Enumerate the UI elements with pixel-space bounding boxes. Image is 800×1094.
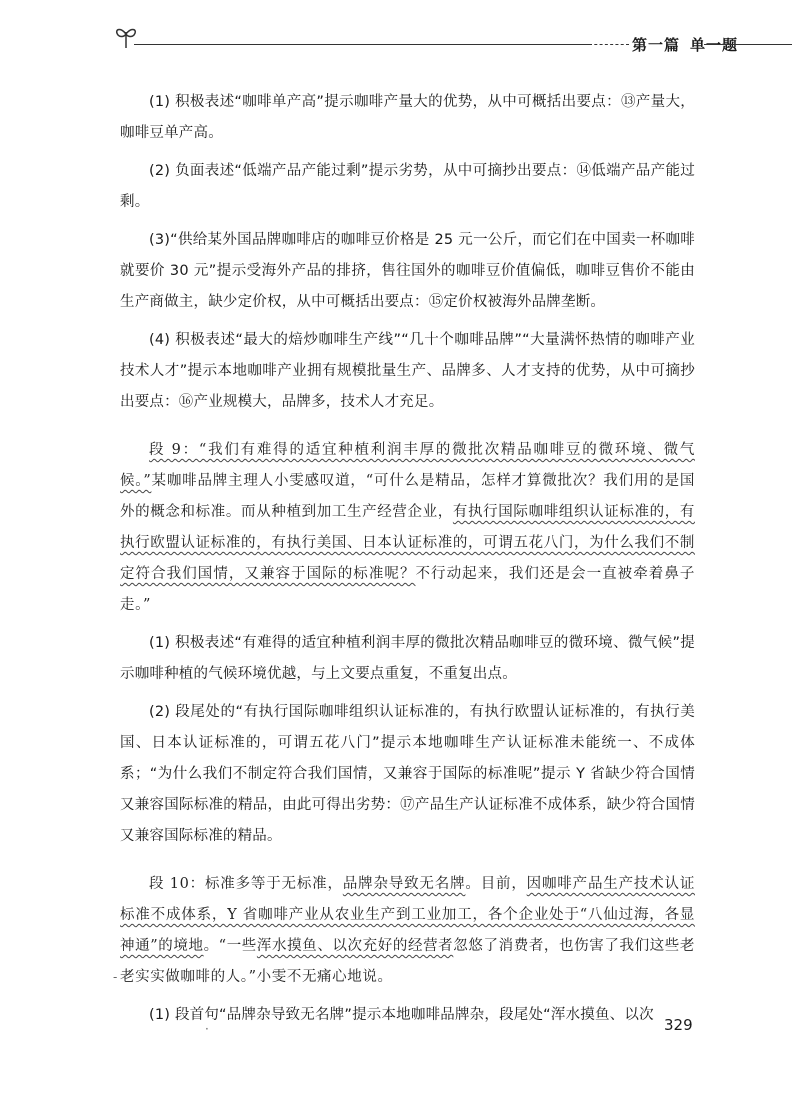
plain-text: 段 10：标准多等于无标准， [149, 876, 343, 892]
header-part: 第一篇 [632, 36, 681, 54]
answer-paragraph-13: (1) 积极表述“咖啡单产高”提示咖啡产量大的优势，从中可概括出要点：⑬产量大，咖啡豆单产高。 [120, 94, 695, 141]
answer-paragraph-14: (2) 负面表述“低端产品产能过剩”提示劣势，从中可摘抄出要点：⑭低端产品产能过剩。 [120, 163, 695, 210]
header-rule-left [134, 44, 589, 45]
page-header [112, 22, 792, 62]
analysis-paragraph-9-2: (2) 段尾处的“有执行国际咖啡组织认证标准的，有执行欧盟认证标准的，有执行美国、日本认证标准的，可谓五花八门”提示本地咖啡生产认证标准未能统一、不成体系；“为什么我们不制定符合我们国情，又兼容于国际的标准呢”提示 Y 省缺少符合国情又兼容国际标准的精品，由此可得出劣势：⑰产品生产认证标准不成体系，缺少符合国情又兼容国际标准的精品。 [120, 704, 695, 844]
source-paragraph-10 [120, 869, 695, 993]
sprout-icon [112, 22, 142, 52]
marked-text: 浑水摸鱼、以次充好的经营者 [256, 938, 454, 954]
plain-text: 。目前， [465, 876, 527, 892]
header-rule-right [704, 44, 792, 45]
analysis-paragraph-9-1: (1) 积极表述“有难得的适宜种植利润丰厚的微批次精品咖啡豆的微环境、微气候”提示咖啡种植的气候环境优越，与上文要点重复，不重复出点。 [120, 635, 695, 682]
source-paragraph-9 [120, 435, 695, 621]
marked-text: 因咖啡产品生产技术认证标准不成体系，Y 省咖啡产业从农业生产到工业加工，各个企业处于“八仙过海，各显神通”的境地 [120, 876, 695, 954]
marked-text: 段 9：“我们有难得的适宜种植利润丰厚的微批次精品咖啡豆的微环境、微气候。” [120, 442, 695, 489]
plain-text: 。“一些 [203, 938, 257, 954]
plain-text: 某咖啡品牌主理人小雯感叹道，“可什么是精品，怎样才算微批次？我们用的是国外的概念和标准。而从种植到加工生产经营企业， [120, 473, 695, 520]
header-rule-dashed [589, 44, 629, 45]
header-section: 单一题 [690, 36, 739, 54]
page-body [120, 87, 695, 1038]
scan-speck: - [113, 970, 118, 984]
marked-text: 有执行国际咖啡组织认证标准的，有执行欧盟认证标准的，有执行美国、日本认证标准的，可谓五花八门，为什么我们不制定符合我们国情，又兼容于国际的标准呢？ [120, 504, 695, 582]
plain-text: 不行动起来，我们还是会一直被牵着鼻子走。” [120, 566, 695, 613]
analysis-paragraph-10-1: (1) 段首句“品牌杂导致无名牌”提示本地咖啡品牌杂，段尾处“浑水摸鱼、以次 [149, 1007, 654, 1023]
marked-text: 品牌杂导致无名牌 [342, 876, 466, 892]
scan-speck: · [205, 1022, 209, 1036]
plain-text: 忽悠了消费者，也伤害了我们这些老老实实做咖啡的人。”小雯不无痛心地说。 [120, 938, 695, 985]
answer-paragraph-15: (3)“供给某外国品牌咖啡店的咖啡豆价格是 25 元一公斤，而它们在中国卖一杯咖啡就要价 30 元”提示受海外产品的排挤，售往国外的咖啡豆价值偏低，咖啡豆售价不能由生产商做主，缺少定价权，从中可概括出要点：⑮定价权被海外品牌垄断。 [120, 232, 695, 310]
page-number: 329 [664, 1016, 693, 1034]
answer-paragraph-16: (4) 积极表述“最大的焙炒咖啡生产线”“几十个咖啡品牌”“大量满怀热情的咖啡产业技术人才”提示本地咖啡产业拥有规模批量生产、品牌多、人才支持的优势，从中可摘抄出要点：⑯产业规模大，品牌多，技术人才充足。 [120, 332, 695, 410]
